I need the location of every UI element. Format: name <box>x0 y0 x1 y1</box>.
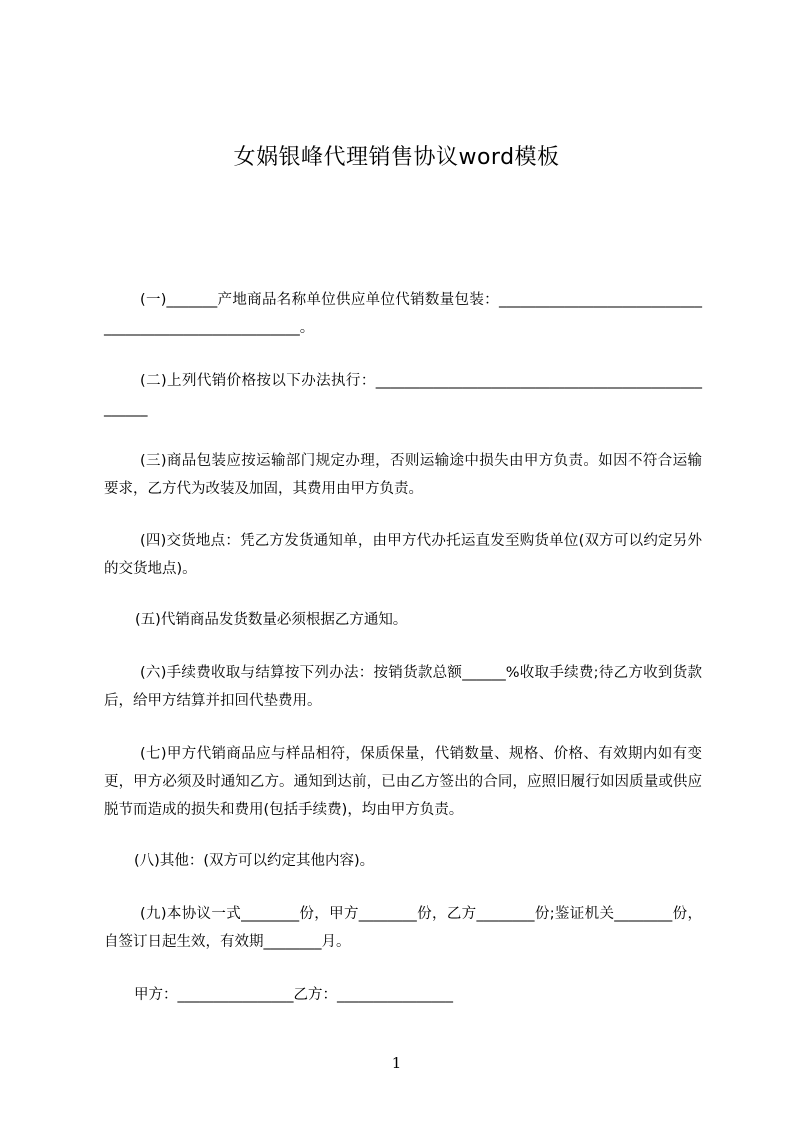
clause-7 <box>104 740 702 824</box>
clause-1-text: (一)_______产地商品名称单位供应单位代销数量包装：_______________________________________________________。 <box>104 292 702 336</box>
clause-2-text: (二)上列代销价格按以下办法执行：___________________________________________________ <box>104 373 702 417</box>
clause-5 <box>104 606 702 634</box>
clause-7-text: (七)甲方代销商品应与样品相符，保质保量，代销数量、规格、价格、有效期内如有变更，甲方必须及时通知乙方。通知到达前，已由乙方签出的合同，应照旧履行如因质量或供应脱节而造成的损失和费用(包括手续费)，均由甲方负责。 <box>104 746 702 818</box>
clause-3 <box>104 447 702 503</box>
clause-4 <box>104 527 702 583</box>
clause-2 <box>104 367 702 423</box>
clause-6-text: (六)手续费收取与结算按下列办法：按销货款总额______%收取手续费;待乙方收到货款后，给甲方结算并扣回代垫费用。 <box>104 665 702 709</box>
clause-1 <box>104 286 702 342</box>
clause-9-text: (九)本协议一式________份，甲方________份，乙方________份;鉴证机关________份，自签订日起生效，有效期________月。 <box>104 906 702 950</box>
clause-8-text: (八)其他：(双方可以约定其他内容)。 <box>134 853 375 869</box>
clause-6 <box>104 659 702 715</box>
clause-4-text: (四)交货地点：凭乙方发货通知单，由甲方代办托运直发至购货单位(双方可以约定另外的交货地点)。 <box>104 533 702 577</box>
document-title: 女娲银峰代理销售协议word模板 <box>233 145 560 170</box>
clause-5-text: (五)代销商品发货数量必须根据乙方通知。 <box>135 612 408 628</box>
clause-8 <box>104 847 702 875</box>
clause-9 <box>104 900 702 956</box>
page-number: 1 <box>391 1054 402 1072</box>
clause-3-text: (三)商品包装应按运输部门规定办理，否则运输途中损失由甲方负责。如因不符合运输要求，乙方代为改装及加固，其费用由甲方负责。 <box>104 453 702 497</box>
signature-line <box>104 981 702 1009</box>
signature-text: 甲方：________________乙方：________________ <box>134 987 453 1003</box>
